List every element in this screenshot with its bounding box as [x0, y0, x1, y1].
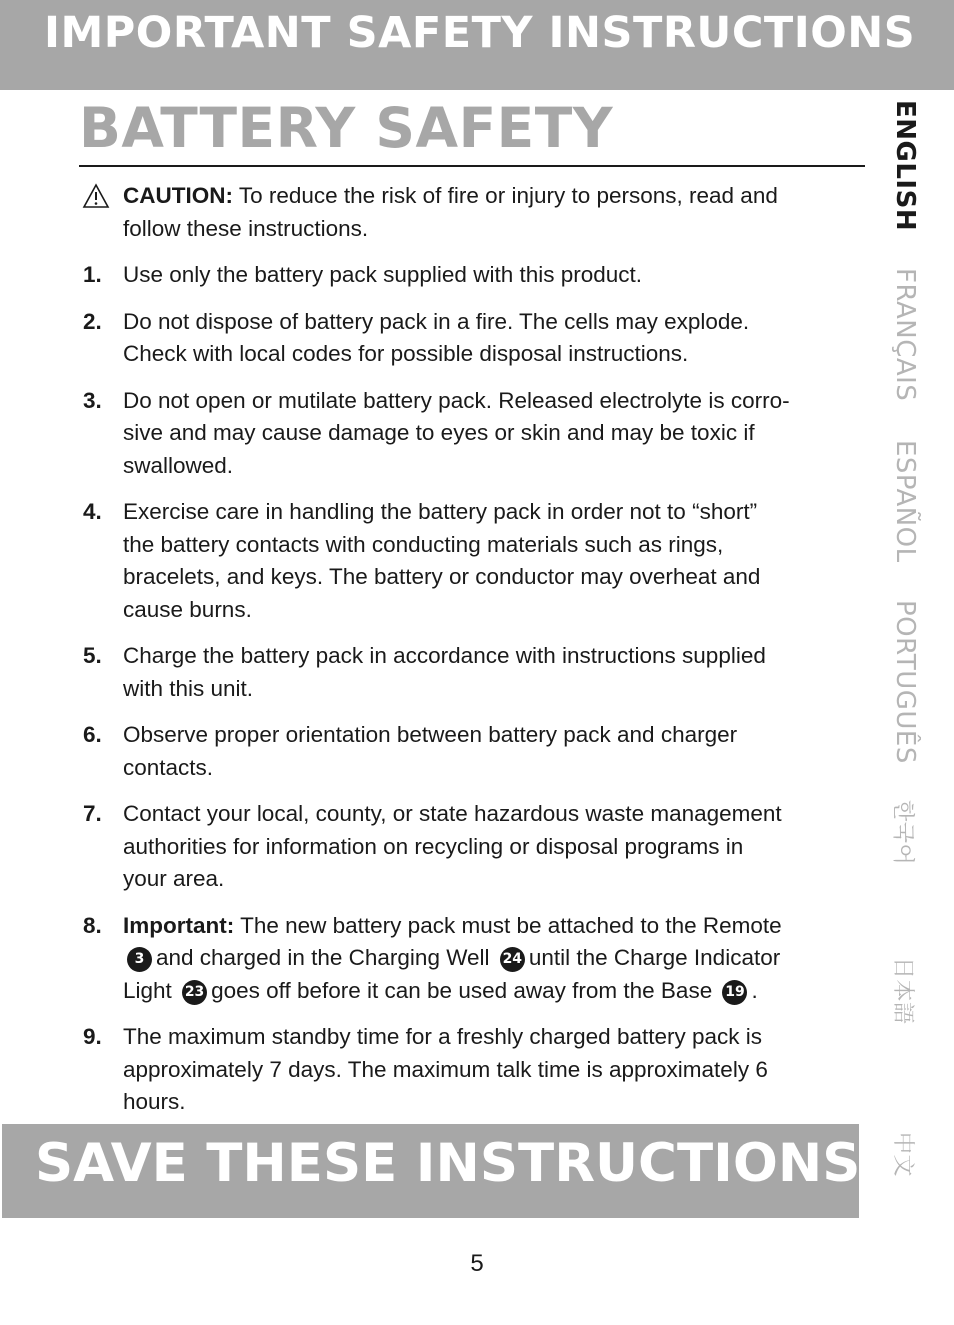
item-text: until the Charge Indicator Light — [123, 945, 781, 1003]
language-tab-portugues[interactable]: PORTUGUÊS — [890, 600, 920, 764]
language-tabs — [870, 95, 930, 1225]
language-tab-english[interactable]: ENGLISH — [890, 100, 920, 232]
item-text: The new battery pack must be attached to the Remote — [234, 912, 782, 938]
item-text: Do not dispose of battery pack in a fire. The cells may explode. Check with local codes for possible disposal instructions. — [123, 308, 750, 366]
list-item — [82, 910, 792, 1008]
item-text: Exercise care in handling the battery pack in order not to “short” the battery contacts with conducting materials such as rings, bracelets, and keys. The battery or conductor may overheat and cause burns. — [123, 499, 761, 622]
ref-badge-base: 19 — [722, 980, 747, 1005]
list-item — [82, 1021, 792, 1119]
language-tab-japanese[interactable]: 日本語 — [890, 957, 915, 1025]
section-divider — [79, 165, 865, 167]
ref-badge-remote: 3 — [127, 947, 152, 972]
list-item — [82, 306, 792, 371]
caution-label: CAUTION: — [123, 183, 233, 208]
footer-title: SAVE THESE INSTRUCTIONS — [35, 1133, 861, 1194]
caution-text: To reduce the risk of fire or injury to persons, read and follow these instructions. — [123, 183, 778, 241]
language-tab-korean[interactable]: 한국어 — [890, 800, 915, 866]
important-label: Important: — [123, 912, 235, 938]
item-text: goes off before it can be used away from the Base — [211, 977, 713, 1003]
item-number: 3. — [83, 387, 102, 413]
item-text: Observe proper orientation between battery pack and charger contacts. — [123, 722, 738, 780]
item-text: Do not open or mutilate battery pack. Released electrolyte is corro-sive and may cause damage to eyes or skin and may be toxic if swallowed. — [123, 387, 790, 478]
list-item — [82, 259, 792, 292]
list-item — [82, 798, 792, 896]
language-tab-francais[interactable]: FRANÇAIS — [890, 268, 920, 402]
warning-triangle-icon — [82, 183, 110, 209]
instructions-body — [82, 180, 792, 1133]
page-number: 5 — [470, 1250, 484, 1277]
item-number: 5. — [83, 643, 102, 668]
safety-list — [82, 259, 792, 1119]
item-number: 2. — [83, 308, 102, 334]
ref-badge-charging-well: 24 — [500, 947, 525, 972]
list-item — [82, 719, 792, 784]
language-tab-chinese[interactable]: 中文 — [890, 1132, 915, 1178]
ref-badge-charge-indicator: 23 — [182, 980, 207, 1005]
item-number: 8. — [83, 912, 102, 938]
item-number: 9. — [83, 1024, 102, 1049]
list-item — [82, 385, 792, 483]
list-item — [82, 496, 792, 626]
item-text: and charged in the Charging Well — [156, 945, 490, 970]
item-text: Use only the battery pack supplied with this product. — [123, 262, 643, 287]
item-number: 6. — [83, 722, 102, 747]
item-text: The maximum standby time for a freshly charged battery pack is approximately 7 days. The maximum talk time is approximately 6 hours. — [123, 1024, 768, 1114]
item-number: 1. — [83, 262, 102, 287]
item-text: . — [751, 977, 758, 1003]
item-number: 4. — [83, 499, 102, 524]
item-text: Charge the battery pack in accordance with instructions supplied with this unit. — [123, 643, 766, 701]
item-text: Contact your local, county, or state hazardous waste management authorities for information on recycling or disposal programs in your area. — [123, 801, 782, 891]
caution-paragraph — [82, 180, 792, 245]
list-item — [82, 640, 792, 705]
section-title: BATTERY SAFETY — [79, 96, 614, 160]
header-title: IMPORTANT SAFETY INSTRUCTIONS — [44, 8, 916, 58]
language-tab-espanol[interactable]: ESPAÑOL — [890, 440, 920, 563]
item-number: 7. — [83, 801, 102, 826]
